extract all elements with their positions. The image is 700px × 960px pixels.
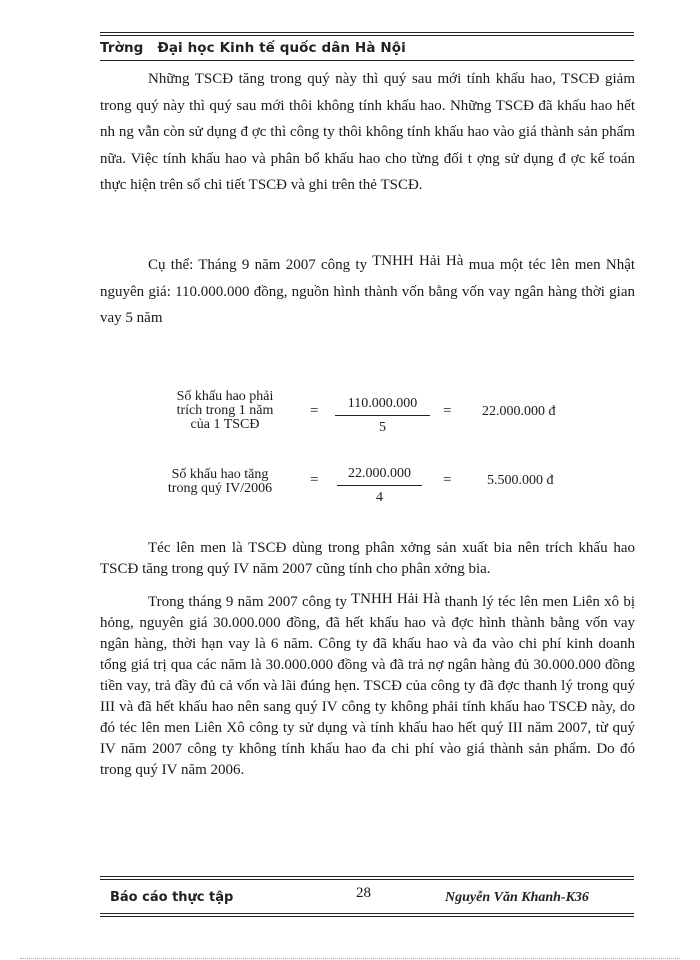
formula-2-equals: = <box>310 472 319 488</box>
header-right: Đại học Kinh tế quốc dân Hà Nội <box>157 40 406 56</box>
paragraph-4-text-b: thanh lý téc lên men Liên xô bị hỏng, nguyên giá 30.000.000 đồng, đã hết khấu hao và đợc hình thành bằng vốn vay ngân hàng, thời hạn vay là 6 năm. Công ty đã khấu hao và đa vào chi phí kinh doanh tổng giá trị qua các năm là 30.000.000 đồng và đã trả nợ ngân hàng đủ 30.000.000 đồng tiền vay, trả đầy đủ cả vốn và lãi đúng hẹn. TSCĐ của công ty đã đợc thanh lý trong quý III và đã hết khấu hao nên sang quý IV công ty không phải tính khấu hao TSCĐ này, do đó téc lên men Liên Xô công ty sử dụng và tính khấu hao hết quý III năm 2007, từ quý IV năm 2007 công ty không tính khấu hao đa chi phí vào giá thành sản phẩm. Do đó trong quý IV năm 2006. <box>100 594 636 778</box>
footer-rule-top <box>100 876 634 877</box>
paragraph-2 <box>100 252 635 332</box>
paragraph-2-text-a: Cụ thể: Tháng 9 năm 2007 công ty <box>148 257 368 273</box>
formula-1-numerator: 110.000.000 <box>335 396 430 416</box>
header-left: Trờng <box>100 40 144 56</box>
formula-2-label-line-2: trong quý IV/2006 <box>167 481 273 496</box>
footer-rule-bottom <box>100 913 634 914</box>
footer-rule-top-2 <box>100 879 634 880</box>
header-rule-top <box>100 32 634 33</box>
page-header <box>100 40 406 56</box>
header-rule-top-2 <box>100 35 634 36</box>
paragraph-3: Téc lên men là TSCĐ dùng trong phân xởng sản xuất bia nên trích khấu hao TSCĐ tăng trong quý IV năm 2007 cũng tính cho phân xởng bia. <box>100 540 635 577</box>
formula-2-label <box>150 468 290 496</box>
footer-author: Nguyễn Văn Khanh-K36 <box>445 890 589 905</box>
header-rule-bottom <box>100 60 634 61</box>
formula-1-equals: = <box>310 403 319 419</box>
formula-2-fraction <box>337 466 422 506</box>
formula-1-fraction <box>335 396 430 436</box>
formula-1-label-line-1: Số khấu hao phải <box>176 389 274 404</box>
formula-1-denominator: 5 <box>379 420 386 435</box>
formula-2-denominator: 4 <box>376 490 383 505</box>
paragraph-4-text-a: Trong tháng 9 năm 2007 công ty <box>148 594 348 610</box>
formula-1-label-line-2: trích trong 1 năm <box>176 403 274 418</box>
company-name-2: TNHH Hải Hà <box>351 591 441 607</box>
page-bottom-border <box>20 958 680 959</box>
formula-2-label-line-1: Số khấu hao tăng <box>171 467 269 482</box>
paragraph-4 <box>100 592 635 781</box>
footer-rule-bottom-2 <box>100 916 634 917</box>
formula-2-result: 5.500.000 đ <box>487 473 554 488</box>
paragraph-1: Những TSCĐ tăng trong quý này thì quý sau mới tính khấu hao, TSCĐ giảm trong quý này thì quý sau mới thôi không tính khấu hao. Những TSCĐ đã khấu hao hết nh ng vẫn còn sử dụng đ ợc thì công ty thôi không tính khấu hao vào giá thành sản phẩm nữa. Việc tính khấu hao và phân bổ khấu hao cho từng đối t ợng sử dụng đ ợc kế toán thực hiện trên sổ chi tiết TSCĐ và ghi trên thẻ TSCĐ. <box>100 71 635 193</box>
formula-1-equals-2: = <box>443 403 452 419</box>
formula-1-label <box>160 390 290 432</box>
formula-1-label-line-3: của 1 TSCĐ <box>190 417 260 432</box>
formula-1-result: 22.000.000 đ <box>482 404 556 419</box>
paragraph-2-text-b: mua một téc lên men Nhật nguyên giá: 110.000.000 đồng, nguồn hình thành vốn bằng vốn vay ngân hàng thời gian vay 5 năm <box>100 257 636 326</box>
formula-2-equals-2: = <box>443 472 452 488</box>
formula-2-numerator: 22.000.000 <box>337 466 422 486</box>
page-number: 28 <box>356 885 371 901</box>
company-name: TNHH Hải Hà <box>372 253 464 269</box>
footer-report-label: Báo cáo thực tập <box>110 890 234 905</box>
